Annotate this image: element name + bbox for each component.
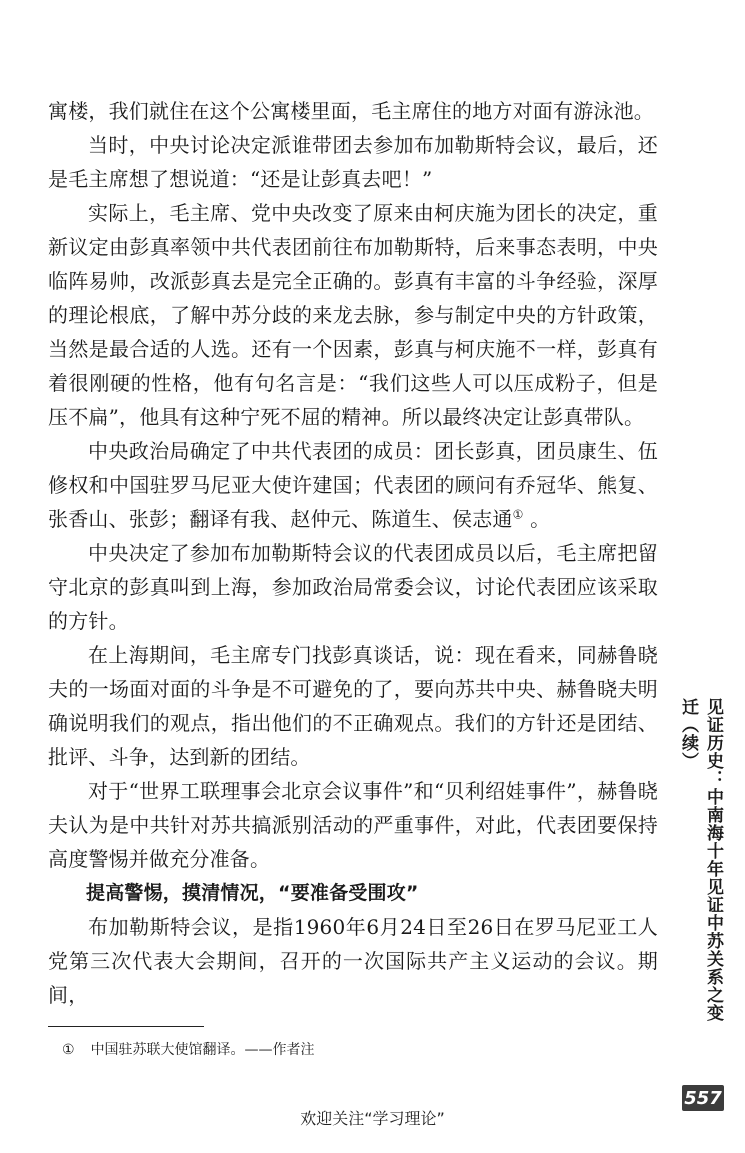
footnote-mark: ①	[62, 1042, 75, 1058]
watermark-text: 欢迎关注“学习理论”	[300, 1109, 445, 1128]
section-heading: 提高警惕，摸清情况，“要准备受围攻”	[86, 882, 419, 904]
paragraph: 当时，中央讨论决定派谁带团去参加布加勒斯特会议，最后，还是毛主席想了想说道：“还是让彭真去吧！”	[48, 133, 658, 191]
footnote	[62, 1040, 315, 1060]
footnote-divider	[48, 1026, 204, 1027]
paragraph-delegation	[48, 434, 658, 536]
paragraph-continued: 寓楼，我们就住在这个公寓楼里面，毛主席住的地方对面有游泳池。	[48, 99, 654, 123]
paragraph: 实际上，毛主席、党中央改变了原来由柯庆施为团长的决定，重新议定由彭真率领中共代表团前往布加勒斯特，后来事态表明，中央临阵易帅，改派彭真去是完全正确的。彭真有丰富的斗争经验，深厚的理论根底，了解中苏分歧的来龙去脉，参与制定中央的方针政策，当然是最合适的人选。还有一个因素，彭真与柯庆施不一样，彭真有着很刚硬的性格，他有句名言是：“我们这些人可以压成粉子，但是压不扁”，他具有这种宁死不屈的精神。所以最终决定让彭真带队。	[48, 201, 658, 429]
paragraph: 中央决定了参加布加勒斯特会议的代表团成员以后，毛主席把留守北京的彭真叫到上海，参加政治局常委会议，讨论代表团应该采取的方针。	[48, 541, 658, 633]
paragraph: 在上海期间，毛主席专门找彭真谈话，说：现在看来，同赫鲁晓夫的一场面对面的斗争是不可避免的了，要向苏共中央、赫鲁晓夫明确说明我们的观点，指出他们的不正确观点。我们的方针还是团结、批评、斗争，达到新的团结。	[48, 643, 658, 769]
paragraph-text: 中央政治局确定了中共代表团的成员：团长彭真，团员康生、伍修权和中国驻罗马尼亚大使许建国；代表团的顾问有乔冠华、熊复、张香山、张彭；翻译有我、赵仲元、陈道生、侯志通	[48, 439, 658, 531]
paragraph: 布加勒斯特会议，是指1960年6月24日至26日在罗马尼亚工人党第三次代表大会期间，召开的一次国际共产主义运动的会议。期间，	[48, 915, 658, 1007]
body-text	[48, 94, 658, 1012]
footnote-reference[interactable]: ①	[512, 507, 524, 522]
running-side-title: 见证历史：中南海十年见证中苏关系之变迁（续）	[678, 698, 723, 1022]
page-number: 557	[682, 1085, 724, 1111]
paragraph-end-punct: 。	[530, 507, 551, 531]
footnote-text: 中国驻苏联大使馆翻译。——作者注	[90, 1042, 315, 1058]
paragraph: 对于“世界工联理事会北京会议事件”和“贝利绍娃事件”，赫鲁晓夫认为是中共针对苏共搞派别活动的严重事件，对此，代表团要保持高度警惕并做充分准备。	[48, 779, 658, 871]
